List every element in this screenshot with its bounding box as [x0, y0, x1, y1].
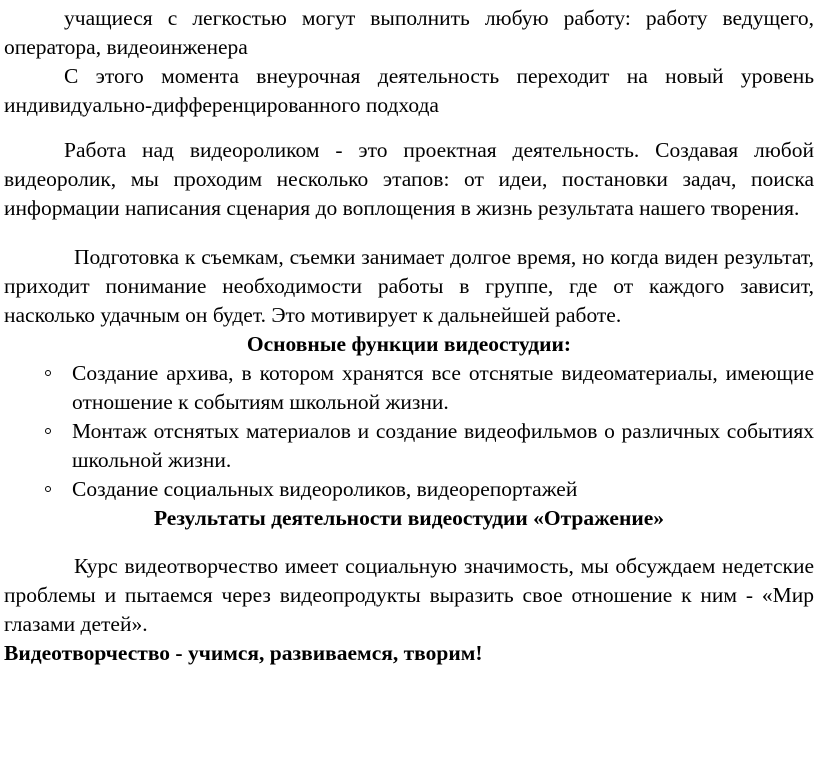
closing-slogan: Видеотворчество - учимся, развиваемся, творим! — [4, 641, 483, 665]
course-paragraph: Курс видеотворчество имеет социальную значимость, мы обсуждаем недетские проблемы и пытаемся через видеопродукты выразить свое отношение к ним - «Мир глазами детей». — [4, 554, 814, 636]
intro-continuation-paragraph: учащиеся с легкостью могут выполнить любую работу: работу ведущего, оператора, видеоинженера — [4, 6, 814, 59]
list-item-text: Монтаж отснятых материалов и создание видеофильмов о различных событиях школьной жизни. — [72, 419, 814, 472]
new-level-paragraph: С этого момента внеурочная деятельность переходит на новый уровень индивидуально-дифференцированного подхода — [4, 64, 814, 117]
list-item — [4, 359, 814, 417]
filming-paragraph: Подготовка к съемкам, съемки занимает долгое время, но когда виден результат, приходит понимание необходимости работы в группе, где от каждого зависит, насколько удачным он будет. Это мотивирует к дальнейшей работе. — [4, 245, 814, 327]
list-item — [4, 417, 814, 475]
circle-bullet-icon — [45, 370, 51, 376]
list-item-text: Создание архива, в котором хранятся все отснятые видеоматериалы, имеющие отношение к событиям школьной жизни. — [72, 361, 814, 414]
functions-list — [4, 359, 814, 504]
functions-heading: Основные функции видеостудии: — [246, 332, 572, 356]
circle-bullet-icon — [45, 428, 51, 434]
list-item-text: Создание социальных видеороликов, видеорепортажей — [72, 477, 578, 501]
circle-bullet-icon — [45, 486, 51, 492]
document-page — [4, 4, 814, 668]
project-activity-paragraph: Работа над видеороликом - это проектная деятельность. Создавая любой видеоролик, мы проходим несколько этапов: от идеи, постановки задач, поиска информации написания сценария до воплощения в жизнь результата нашего творения. — [4, 138, 814, 220]
results-heading: Результаты деятельности видеостудии «Отражение» — [153, 506, 665, 530]
list-item — [4, 475, 814, 504]
